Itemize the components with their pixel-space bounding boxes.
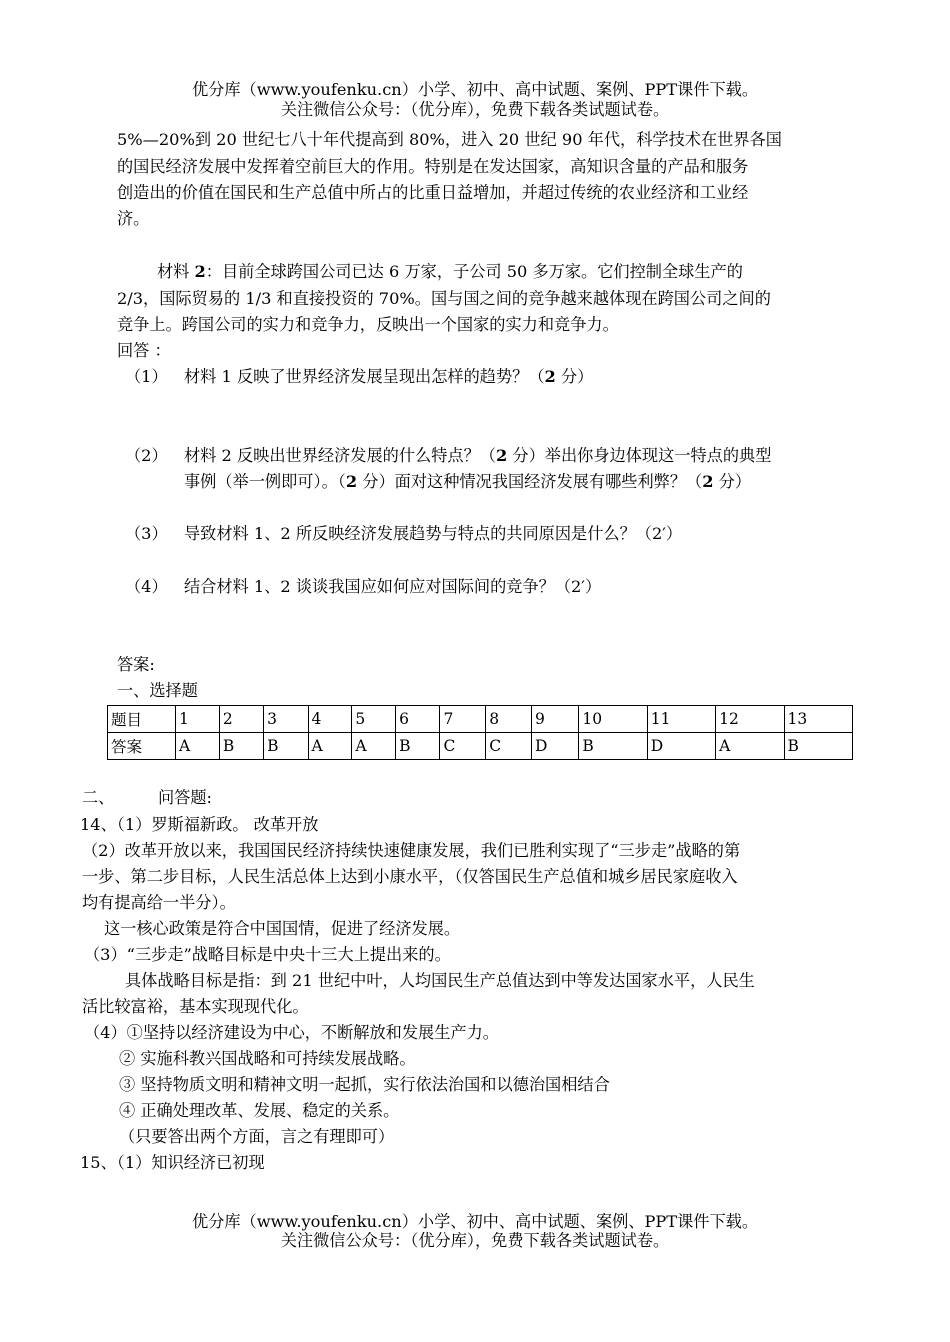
answer-line: 14、（1）罗斯福新政。 改革开放 <box>80 815 319 834</box>
material2-line-1 <box>157 262 743 282</box>
table-cell-answer: D <box>647 733 715 760</box>
table-cell-answer: C <box>440 733 486 760</box>
question-2-number: （2） <box>125 446 168 465</box>
question-4-number: （4） <box>125 577 168 596</box>
table-answer-label: 答案 <box>108 733 176 760</box>
table-cell-answer: A <box>716 733 784 760</box>
material1-line-4: 济。 <box>117 209 150 228</box>
material2-line-2: 2/3，国际贸易的 1/3 和直接投资的 70%。国与国之间的竞争越来越体现在跨国公司之间的 <box>117 289 771 308</box>
table-cell-number: 2 <box>219 706 263 733</box>
footer-line-1: 优分库（www.youfenku.cn）小学、初中、高中试题、案例、PPT课件下载。 <box>191 1212 759 1231</box>
answer-line: （2）改革开放以来，我国国民经济持续快速健康发展，我们已胜利实现了“三步走”战略的第 <box>82 841 741 860</box>
answer-line: 这一核心政策是符合中国国情，促进了经济发展。 <box>104 919 461 938</box>
table-cell-answer: B <box>396 733 440 760</box>
answer-line: 一步、第二步目标，人民生活总体上达到小康水平，（仅答国民生产总值和城乡居民家庭收入 <box>82 867 738 886</box>
table-cell-number: 1 <box>176 706 220 733</box>
question-2-text-line-2: 事例（举一例即可）。（2 分）面对这种情况我国经济发展有哪些利弊？（2 分） <box>184 472 752 491</box>
answer-line: ④ 正确处理改革、发展、稳定的关系。 <box>119 1101 400 1120</box>
material2-line-3: 竞争上。跨国公司的实力和竞争力，反映出一个国家的实力和竞争力。 <box>117 315 619 334</box>
answer-line: 活比较富裕，基本实现现代化。 <box>82 997 309 1016</box>
table-cell-answer: C <box>486 733 532 760</box>
section-1-title: 一、选择题 <box>117 681 198 700</box>
table-cell-answer: D <box>531 733 578 760</box>
answer-prompt: 回答 ： <box>117 341 171 360</box>
table-cell-answer: A <box>308 733 352 760</box>
material1-line-3: 创造出的价值在国民和生产总值中所占的比重日益增加，并超过传统的农业经济和工业经 <box>117 183 749 202</box>
header-line-2: 关注微信公众号：（优分库），免费下载各类试题试卷。 <box>280 100 670 119</box>
answer-line: （只要答出两个方面，言之有理即可） <box>119 1127 395 1146</box>
table-header-label: 题目 <box>108 706 176 733</box>
table-cell-number: 10 <box>579 706 647 733</box>
question-3-text: 导致材料 1、2 所反映经济发展趋势与特点的共同原因是什么？（2′） <box>184 524 683 543</box>
table-row-answers <box>108 733 853 760</box>
table-cell-number: 11 <box>647 706 715 733</box>
table-row-numbers <box>108 706 853 733</box>
table-cell-number: 3 <box>264 706 308 733</box>
table-cell-number: 12 <box>716 706 784 733</box>
answer-line: ③ 坚持物质文明和精神文明一起抓，实行依法治国和以德治国相结合 <box>119 1075 610 1094</box>
question-2-text-line-1: 材料 2 反映出世界经济发展的什么特点？（2 分）举出你身边体现这一特点的典型 <box>184 446 772 465</box>
table-cell-number: 9 <box>531 706 578 733</box>
table-cell-number: 8 <box>486 706 532 733</box>
answer-table <box>107 705 853 760</box>
table-cell-number: 6 <box>396 706 440 733</box>
section-2-number: 二、 <box>82 788 115 807</box>
table-cell-answer: B <box>579 733 647 760</box>
table-cell-answer: A <box>352 733 396 760</box>
header-line-1: 优分库（www.youfenku.cn）小学、初中、高中试题、案例、PPT课件下载。 <box>191 80 759 99</box>
material1-line-1: 5%—20%到 20 世纪七八十年代提高到 80%，进入 20 世纪 90 年代，科学技术在世界各国 <box>117 130 782 149</box>
table-cell-number: 13 <box>784 706 853 733</box>
answers-heading: 答案: <box>117 655 155 674</box>
question-1-text: 材料 1 反映了世界经济发展呈现出怎样的趋势？（2 分） <box>184 367 594 386</box>
table-cell-answer: B <box>219 733 263 760</box>
answer-line: 均有提高给一半分）。 <box>82 893 236 912</box>
material2-label: 材料 <box>157 262 190 281</box>
footer-line-2: 关注微信公众号：（优分库），免费下载各类试题试卷。 <box>280 1231 670 1250</box>
question-4-text: 结合材料 1、2 谈谈我国应如何应对国际间的竞争？（2′） <box>184 577 602 596</box>
answer-line: 具体战略目标是指：到 21 世纪中叶，人均国民生产总值达到中等发达国家水平，人民生 <box>125 971 755 990</box>
table-cell-answer: B <box>264 733 308 760</box>
table-cell-number: 4 <box>308 706 352 733</box>
material2-number: 2 <box>194 262 206 281</box>
material1-line-2: 的国民经济发展中发挥着空前巨大的作用。特别是在发达国家，高知识含量的产品和服务 <box>117 157 749 176</box>
table-cell-answer: B <box>784 733 853 760</box>
table-cell-number: 7 <box>440 706 486 733</box>
table-cell-answer: A <box>176 733 220 760</box>
material2-line1-text: ：目前全球跨国公司已达 6 万家，子公司 50 多万家。它们控制全球生产的 <box>205 262 743 281</box>
section-2-title: 问答题: <box>158 788 213 807</box>
answer-line: （4）①坚持以经济建设为中心，不断解放和发展生产力。 <box>84 1023 499 1042</box>
table-cell-number: 5 <box>352 706 396 733</box>
answer-line: ② 实施科教兴国战略和可持续发展战略。 <box>119 1049 416 1068</box>
answer-line: （3）“三步走”战略目标是中央十三大上提出来的。 <box>84 945 451 964</box>
question-1-number: （1） <box>125 367 168 386</box>
answer-line: 15、（1）知识经济已初现 <box>80 1153 265 1172</box>
question-3-number: （3） <box>125 524 168 543</box>
